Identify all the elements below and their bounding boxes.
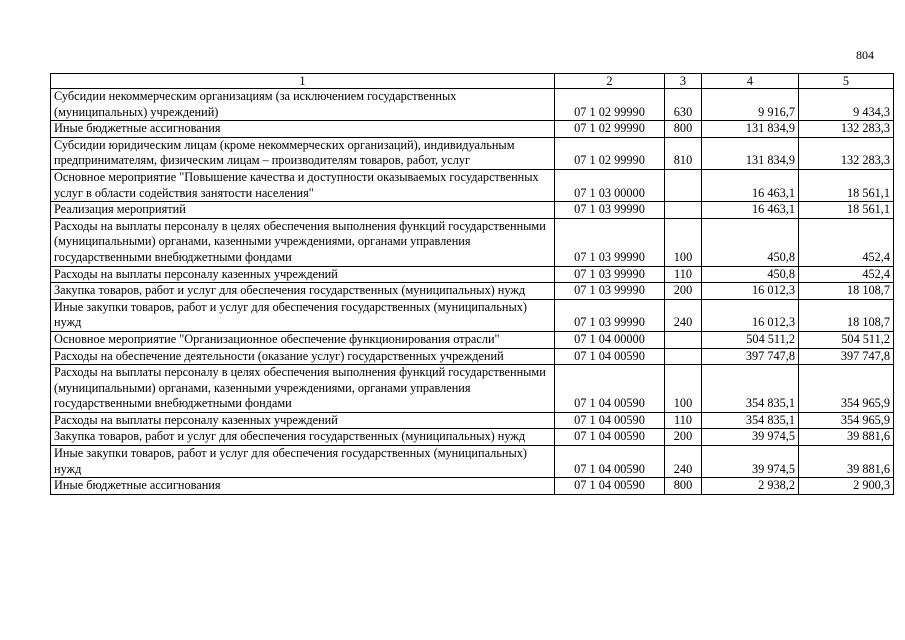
row-value-col5: 397 747,8 [799,348,894,365]
table-row [51,89,894,121]
row-name-cell: Расходы на обеспечение деятельности (оказание услуг) государственных учреждений [51,348,555,365]
header-col-3: 3 [665,74,702,89]
header-col-1: 1 [51,74,555,89]
row-kind-cell: 240 [665,446,702,478]
row-value-col4: 450,8 [702,218,799,266]
row-code-cell: 07 1 02 99990 [555,121,665,138]
row-value-col5: 18 561,1 [799,202,894,219]
row-name-cell: Субсидии юридическим лицам (кроме некоммерческих организаций), индивидуальным предпринимателям, физическим лицам – производителям товаров, работ, услуг [51,137,555,169]
row-value-col5: 18 561,1 [799,169,894,201]
table-header-row [51,74,894,89]
row-code-cell: 07 1 02 99990 [555,89,665,121]
table-row [51,218,894,266]
row-value-col4: 450,8 [702,266,799,283]
row-value-col5: 18 108,7 [799,299,894,331]
row-value-col5: 39 881,6 [799,446,894,478]
row-code-cell: 07 1 03 99990 [555,218,665,266]
header-col-4: 4 [702,74,799,89]
row-value-col5: 452,4 [799,266,894,283]
row-kind-cell: 100 [665,365,702,413]
header-col-2: 2 [555,74,665,89]
row-value-col4: 354 835,1 [702,365,799,413]
row-kind-cell: 240 [665,299,702,331]
table-row [51,478,894,495]
row-value-col5: 39 881,6 [799,429,894,446]
row-value-col5: 354 965,9 [799,412,894,429]
budget-table [50,73,894,495]
row-name-cell: Расходы на выплаты персоналу казенных учреждений [51,412,555,429]
row-name-cell: Расходы на выплаты персоналу казенных учреждений [51,266,555,283]
row-code-cell: 07 1 04 00590 [555,446,665,478]
row-value-col5: 354 965,9 [799,365,894,413]
row-value-col5: 18 108,7 [799,283,894,300]
row-code-cell: 07 1 03 99990 [555,299,665,331]
row-name-cell: Реализация мероприятий [51,202,555,219]
row-name-cell: Иные закупки товаров, работ и услуг для обеспечения государственных (муниципальных) нужд [51,446,555,478]
row-kind-cell [665,169,702,201]
table-row [51,365,894,413]
row-value-col4: 131 834,9 [702,121,799,138]
row-value-col4: 9 916,7 [702,89,799,121]
row-code-cell: 07 1 04 00590 [555,348,665,365]
row-code-cell: 07 1 04 00590 [555,365,665,413]
row-value-col5: 504 511,2 [799,331,894,348]
row-kind-cell: 800 [665,478,702,495]
table-row [51,429,894,446]
table-row [51,202,894,219]
row-value-col4: 39 974,5 [702,446,799,478]
row-value-col4: 504 511,2 [702,331,799,348]
table-row [51,348,894,365]
row-code-cell: 07 1 04 00590 [555,478,665,495]
row-kind-cell: 100 [665,218,702,266]
row-kind-cell: 200 [665,283,702,300]
row-name-cell: Иные бюджетные ассигнования [51,478,555,495]
row-value-col4: 16 463,1 [702,202,799,219]
row-kind-cell: 200 [665,429,702,446]
table-row [51,169,894,201]
table-row [51,283,894,300]
row-name-cell: Расходы на выплаты персоналу в целях обеспечения выполнения функций государственными (муниципальными) органами, казенными учреждениями, органами управления государственными внебюджетными фондами [51,365,555,413]
row-value-col4: 354 835,1 [702,412,799,429]
table-row [51,446,894,478]
row-value-col5: 2 900,3 [799,478,894,495]
row-value-col5: 132 283,3 [799,137,894,169]
header-col-5: 5 [799,74,894,89]
table-row [51,331,894,348]
row-code-cell: 07 1 03 00000 [555,169,665,201]
row-value-col4: 16 012,3 [702,299,799,331]
row-code-cell: 07 1 03 99990 [555,266,665,283]
row-name-cell: Иные бюджетные ассигнования [51,121,555,138]
table-row [51,121,894,138]
row-value-col4: 39 974,5 [702,429,799,446]
row-kind-cell: 810 [665,137,702,169]
row-code-cell: 07 1 03 99990 [555,283,665,300]
table-row [51,299,894,331]
row-name-cell: Субсидии некоммерческим организациям (за исключением государственных (муниципальных) учреждений) [51,89,555,121]
row-name-cell: Расходы на выплаты персоналу в целях обеспечения выполнения функций государственными (муниципальными) органами, казенными учреждениями, органами управления государственными внебюджетными фондами [51,218,555,266]
row-kind-cell: 800 [665,121,702,138]
row-name-cell: Иные закупки товаров, работ и услуг для обеспечения государственных (муниципальных) нужд [51,299,555,331]
row-code-cell: 07 1 02 99990 [555,137,665,169]
table-row [51,266,894,283]
row-value-col4: 16 463,1 [702,169,799,201]
row-name-cell: Закупка товаров, работ и услуг для обеспечения государственных (муниципальных) нужд [51,429,555,446]
row-value-col5: 452,4 [799,218,894,266]
row-code-cell: 07 1 04 00590 [555,429,665,446]
row-kind-cell [665,348,702,365]
row-code-cell: 07 1 04 00590 [555,412,665,429]
table-row [51,412,894,429]
row-value-col5: 9 434,3 [799,89,894,121]
row-code-cell: 07 1 04 00000 [555,331,665,348]
row-kind-cell: 110 [665,412,702,429]
row-value-col4: 397 747,8 [702,348,799,365]
row-name-cell: Основное мероприятие "Повышение качества и доступности оказываемых государственных услуг в области содействия занятости населения" [51,169,555,201]
row-kind-cell [665,331,702,348]
table-row [51,137,894,169]
row-value-col5: 132 283,3 [799,121,894,138]
page-number: 804 [856,48,874,62]
row-kind-cell [665,202,702,219]
table-body [51,89,894,495]
row-name-cell: Закупка товаров, работ и услуг для обеспечения государственных (муниципальных) нужд [51,283,555,300]
row-kind-cell: 630 [665,89,702,121]
row-value-col4: 2 938,2 [702,478,799,495]
row-value-col4: 131 834,9 [702,137,799,169]
row-name-cell: Основное мероприятие "Организационное обеспечение функционирования отрасли" [51,331,555,348]
row-kind-cell: 110 [665,266,702,283]
row-code-cell: 07 1 03 99990 [555,202,665,219]
row-value-col4: 16 012,3 [702,283,799,300]
